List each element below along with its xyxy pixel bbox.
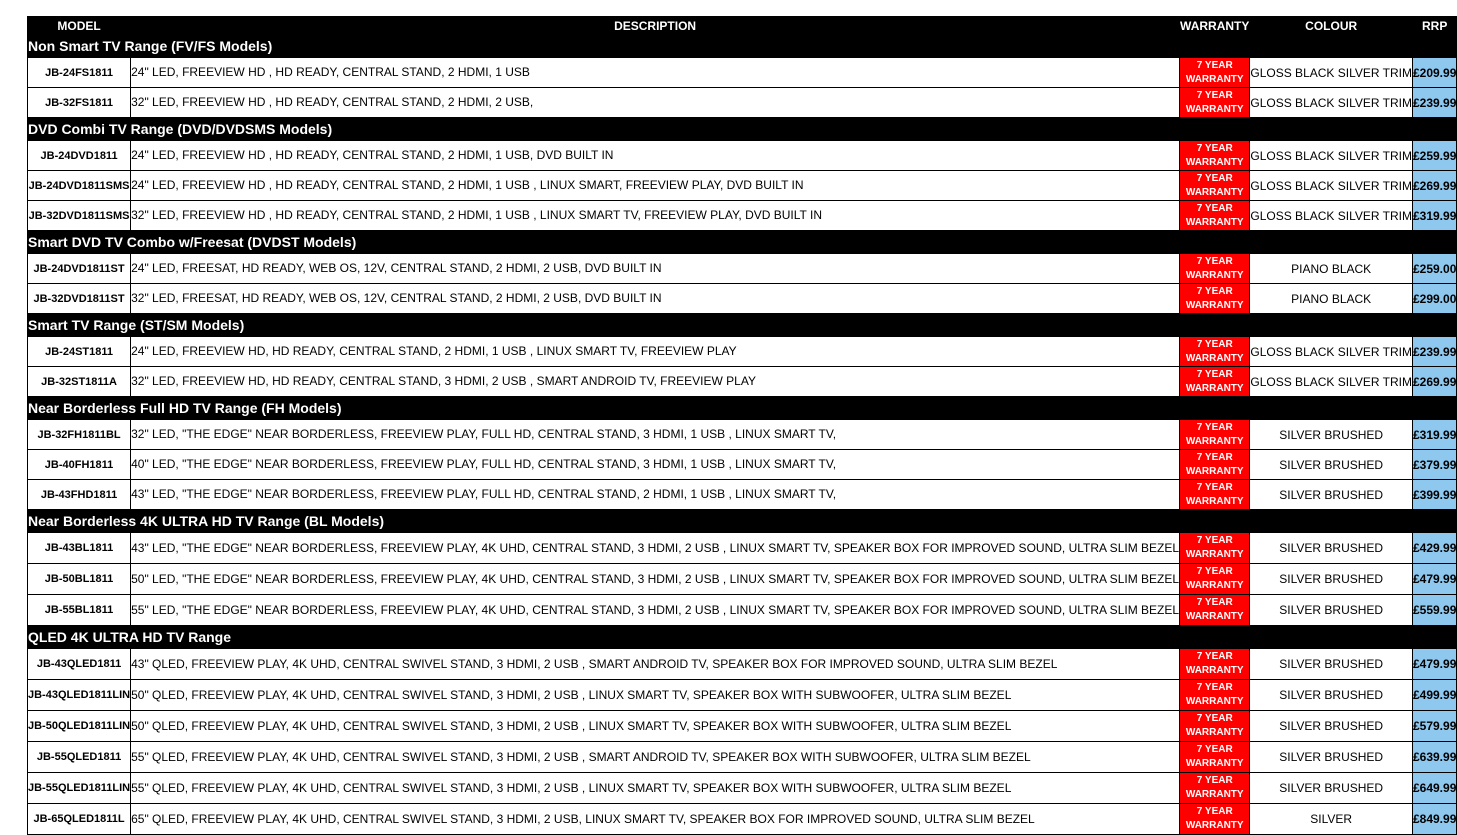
model-cell[interactable]: JB-24DVD1811ST [28, 254, 131, 284]
model-cell[interactable]: JB-32DVD1811SMS [28, 201, 131, 231]
model-cell[interactable]: JB-32FH1811BL [28, 420, 131, 450]
section-row [28, 626, 1457, 649]
column-header-rrp[interactable]: RRP [1412, 17, 1456, 35]
description-cell[interactable]: 55" LED, "THE EDGE" NEAR BORDERLESS, FREEVIEW PLAY, 4K UHD, CENTRAL STAND, 3 HDMI, 2 USB , LINUX SMART TV, SPEAKER BOX FOR IMPROVED SOUND, ULTRA SLIM BEZEL [131, 595, 1180, 626]
warranty-badge-line2: WARRANTY [1185, 665, 1244, 676]
warranty-badge[interactable] [1180, 564, 1250, 595]
description-cell[interactable]: 55" QLED, FREEVIEW PLAY, 4K UHD, CENTRAL SWIVEL STAND, 3 HDMI, 2 USB , LINUX SMART TV, SPEAKER BOX WITH SUBWOOFER, ULTRA SLIM BEZEL [131, 773, 1180, 804]
description-cell[interactable]: 24" LED, FREESAT, HD READY, WEB OS, 12V, CENTRAL STAND, 2 HDMI, 2 USB, DVD BUILT IN [131, 254, 1180, 284]
warranty-badge[interactable] [1180, 88, 1250, 118]
warranty-badge-line1: 7 YEAR [1196, 202, 1233, 214]
section-title[interactable]: QLED 4K ULTRA HD TV Range [28, 626, 1457, 649]
warranty-badge[interactable] [1180, 141, 1250, 171]
model-cell[interactable]: JB-50BL1811 [28, 564, 131, 595]
product-row [28, 533, 1457, 564]
model-cell[interactable]: JB-65QLED1811L [28, 804, 131, 835]
warranty-badge-line1: 7 YEAR [1196, 535, 1233, 546]
warranty-badge-line1: 7 YEAR [1196, 368, 1233, 380]
warranty-badge-line2: WARRANTY [1185, 269, 1244, 281]
product-row [28, 804, 1457, 835]
rrp-cell[interactable]: £319.99 [1412, 201, 1456, 231]
rrp-cell[interactable]: £299.00 [1412, 284, 1456, 314]
colour-cell[interactable]: GLOSS BLACK SILVER TRIM [1250, 58, 1413, 88]
rrp-cell[interactable]: £559.99 [1412, 595, 1456, 626]
rrp-cell[interactable]: £239.99 [1412, 88, 1456, 118]
product-row [28, 254, 1457, 284]
warranty-badge[interactable] [1180, 804, 1250, 835]
model-cell[interactable]: JB-24FS1811 [28, 58, 131, 88]
warranty-badge-line1: 7 YEAR [1196, 338, 1233, 350]
warranty-badge[interactable] [1180, 742, 1250, 773]
colour-cell[interactable]: SILVER BRUSHED [1250, 595, 1413, 626]
colour-cell[interactable]: GLOSS BLACK SILVER TRIM [1250, 367, 1413, 397]
rrp-cell[interactable]: £239.99 [1412, 337, 1456, 367]
description-cell[interactable]: 43" LED, "THE EDGE" NEAR BORDERLESS, FREEVIEW PLAY, 4K UHD, CENTRAL STAND, 3 HDMI, 2 USB , LINUX SMART TV, SPEAKER BOX FOR IMPROVED SOUND, ULTRA SLIM BEZEL [131, 533, 1180, 564]
colour-cell[interactable]: PIANO BLACK [1250, 254, 1413, 284]
model-cell[interactable]: JB-55BL1811 [28, 595, 131, 626]
warranty-badge[interactable] [1180, 533, 1250, 564]
colour-cell[interactable]: SILVER BRUSHED [1250, 680, 1413, 711]
product-row [28, 711, 1457, 742]
warranty-badge-line2: WARRANTY [1185, 299, 1244, 311]
warranty-badge-line1: 7 YEAR [1196, 172, 1233, 184]
colour-cell[interactable]: SILVER BRUSHED [1250, 480, 1413, 510]
model-cell[interactable]: JB-32FS1811 [28, 88, 131, 118]
product-row [28, 141, 1457, 171]
warranty-badge-line1: 7 YEAR [1196, 481, 1233, 493]
warranty-badge-line2: WARRANTY [1185, 820, 1244, 831]
rrp-cell[interactable]: £639.99 [1412, 742, 1456, 773]
section-row [28, 510, 1457, 533]
warranty-badge[interactable] [1180, 649, 1250, 680]
model-cell[interactable]: JB-32DVD1811ST [28, 284, 131, 314]
product-row [28, 420, 1457, 450]
colour-cell[interactable]: SILVER BRUSHED [1250, 711, 1413, 742]
rrp-cell[interactable]: £429.99 [1412, 533, 1456, 564]
rrp-cell[interactable]: £579.99 [1412, 711, 1456, 742]
warranty-badge-line2: WARRANTY [1185, 186, 1244, 198]
warranty-badge-line2: WARRANTY [1185, 156, 1244, 168]
colour-cell[interactable]: SILVER BRUSHED [1250, 564, 1413, 595]
section-row [28, 397, 1457, 420]
column-header-model[interactable]: MODEL [28, 17, 131, 35]
rrp-cell[interactable]: £479.99 [1412, 564, 1456, 595]
description-cell[interactable]: 65" QLED, FREEVIEW PLAY, 4K UHD, CENTRAL SWIVEL STAND, 3 HDMI, 2 USB, LINUX SMART TV, SPEAKER BOX FOR IMPROVED SOUND, ULTRA SLIM BEZEL [131, 804, 1180, 835]
description-cell[interactable]: 32" LED, FREEVIEW HD , HD READY, CENTRAL STAND, 2 HDMI, 2 USB, [131, 88, 1180, 118]
model-cell[interactable]: JB-50QLED1811LIN [28, 711, 131, 742]
rrp-cell[interactable]: £379.99 [1412, 450, 1456, 480]
warranty-badge-line2: WARRANTY [1185, 696, 1244, 707]
warranty-badge-line2: WARRANTY [1185, 216, 1244, 228]
warranty-badge[interactable] [1180, 201, 1250, 231]
section-title[interactable]: Near Borderless 4K ULTRA HD TV Range (BL Models) [28, 510, 1457, 533]
product-row [28, 337, 1457, 367]
warranty-badge-line2: WARRANTY [1185, 580, 1244, 591]
description-cell[interactable]: 24" LED, FREEVIEW HD , HD READY, CENTRAL STAND, 2 HDMI, 1 USB [131, 58, 1180, 88]
warranty-badge-line2: WARRANTY [1185, 435, 1244, 447]
rrp-cell[interactable]: £319.99 [1412, 420, 1456, 450]
warranty-badge-line1: 7 YEAR [1196, 775, 1233, 786]
colour-cell[interactable]: SILVER BRUSHED [1250, 420, 1413, 450]
warranty-badge-line1: 7 YEAR [1196, 651, 1233, 662]
column-header-description[interactable]: DESCRIPTION [131, 17, 1180, 35]
section-title[interactable]: Smart DVD TV Combo w/Freesat (DVDST Models) [28, 231, 1457, 254]
colour-cell[interactable]: SILVER BRUSHED [1250, 450, 1413, 480]
warranty-badge-line2: WARRANTY [1185, 352, 1244, 364]
warranty-badge-line2: WARRANTY [1185, 789, 1244, 800]
warranty-badge[interactable] [1180, 284, 1250, 314]
product-row [28, 742, 1457, 773]
colour-cell[interactable]: GLOSS BLACK SILVER TRIM [1250, 337, 1413, 367]
rrp-cell[interactable]: £649.99 [1412, 773, 1456, 804]
warranty-badge[interactable] [1180, 58, 1250, 88]
warranty-badge[interactable] [1180, 254, 1250, 284]
section-row [28, 35, 1457, 58]
warranty-badge[interactable] [1180, 450, 1250, 480]
rrp-cell[interactable]: £479.99 [1412, 649, 1456, 680]
warranty-badge-line2: WARRANTY [1185, 611, 1244, 622]
description-cell[interactable]: 32" LED, FREEVIEW HD, HD READY, CENTRAL STAND, 3 HDMI, 2 USB , SMART ANDROID TV, FREEVIEW PLAY [131, 367, 1180, 397]
description-cell[interactable]: 32" LED, FREEVIEW HD , HD READY, CENTRAL STAND, 2 HDMI, 1 USB , LINUX SMART TV, FREEVIEW PLAY, DVD BUILT IN [131, 201, 1180, 231]
product-row [28, 58, 1457, 88]
product-row [28, 367, 1457, 397]
model-cell[interactable]: JB-43FHD1811 [28, 480, 131, 510]
description-cell[interactable]: 24" LED, FREEVIEW HD , HD READY, CENTRAL STAND, 2 HDMI, 1 USB , LINUX SMART, FREEVIEW PLAY, DVD BUILT IN [131, 171, 1180, 201]
description-cell[interactable]: 50" LED, "THE EDGE" NEAR BORDERLESS, FREEVIEW PLAY, 4K UHD, CENTRAL STAND, 3 HDMI, 2 USB , LINUX SMART TV, SPEAKER BOX FOR IMPROVED SOUND, ULTRA SLIM BEZEL [131, 564, 1180, 595]
warranty-badge-line2: WARRANTY [1185, 758, 1244, 769]
warranty-badge[interactable] [1180, 480, 1250, 510]
section-row [28, 231, 1457, 254]
product-row [28, 480, 1457, 510]
warranty-badge-line2: WARRANTY [1185, 495, 1244, 507]
rrp-cell[interactable]: £269.99 [1412, 367, 1456, 397]
warranty-badge-line1: 7 YEAR [1196, 597, 1233, 608]
warranty-badge[interactable] [1180, 171, 1250, 201]
warranty-badge[interactable] [1180, 420, 1250, 450]
warranty-badge[interactable] [1180, 680, 1250, 711]
warranty-badge-line1: 7 YEAR [1196, 806, 1233, 817]
column-header-warranty[interactable]: WARRANTY [1180, 18, 1250, 33]
description-cell[interactable]: 24" LED, FREEVIEW HD, HD READY, CENTRAL STAND, 2 HDMI, 1 USB , LINUX SMART TV, FREEVIEW PLAY [131, 337, 1180, 367]
warranty-badge-line1: 7 YEAR [1196, 285, 1233, 297]
rrp-cell[interactable]: £399.99 [1412, 480, 1456, 510]
warranty-badge-line2: WARRANTY [1185, 103, 1244, 115]
warranty-badge-line2: WARRANTY [1185, 73, 1244, 85]
description-cell[interactable]: 43" LED, "THE EDGE" NEAR BORDERLESS, FREEVIEW PLAY, FULL HD, CENTRAL STAND, 2 HDMI, 1 USB , LINUX SMART TV, [131, 480, 1180, 510]
warranty-badge-line2: WARRANTY [1185, 727, 1244, 738]
warranty-badge-line2: WARRANTY [1185, 549, 1244, 560]
warranty-badge[interactable] [1180, 711, 1250, 742]
description-cell[interactable]: 43" QLED, FREEVIEW PLAY, 4K UHD, CENTRAL SWIVEL STAND, 3 HDMI, 2 USB , SMART ANDROID TV, SPEAKER BOX FOR IMPROVED SOUND, ULTRA SLIM BEZEL [131, 649, 1180, 680]
product-row [28, 88, 1457, 118]
rrp-cell[interactable]: £259.00 [1412, 254, 1456, 284]
section-title[interactable]: Smart TV Range (ST/SM Models) [28, 314, 1457, 337]
section-title[interactable]: DVD Combi TV Range (DVD/DVDSMS Models) [28, 118, 1457, 141]
model-cell[interactable]: JB-32ST1811A [28, 367, 131, 397]
colour-cell[interactable]: GLOSS BLACK SILVER TRIM [1250, 141, 1413, 171]
model-cell[interactable]: JB-40FH1811 [28, 450, 131, 480]
colour-cell[interactable]: SILVER BRUSHED [1250, 533, 1413, 564]
description-cell[interactable]: 32" LED, FREESAT, HD READY, WEB OS, 12V, CENTRAL STAND, 2 HDMI, 2 USB, DVD BUILT IN [131, 284, 1180, 314]
product-row [28, 773, 1457, 804]
colour-cell[interactable]: SILVER [1250, 804, 1413, 835]
model-cell[interactable]: JB-43BL1811 [28, 533, 131, 564]
price-list-table [27, 16, 1457, 835]
model-cell[interactable]: JB-24DVD1811 [28, 141, 131, 171]
description-cell[interactable]: 32" LED, "THE EDGE" NEAR BORDERLESS, FREEVIEW PLAY, FULL HD, CENTRAL STAND, 3 HDMI, 1 USB , LINUX SMART TV, [131, 420, 1180, 450]
colour-cell[interactable]: SILVER BRUSHED [1250, 649, 1413, 680]
section-title[interactable]: Near Borderless Full HD TV Range (FH Models) [28, 397, 1457, 420]
warranty-badge-line1: 7 YEAR [1196, 89, 1233, 101]
section-row [28, 314, 1457, 337]
colour-cell[interactable]: SILVER BRUSHED [1250, 742, 1413, 773]
warranty-badge-line1: 7 YEAR [1196, 713, 1233, 724]
warranty-badge-line1: 7 YEAR [1196, 451, 1233, 463]
model-cell[interactable]: JB-43QLED1811 [28, 649, 131, 680]
description-cell[interactable]: 50" QLED, FREEVIEW PLAY, 4K UHD, CENTRAL SWIVEL STAND, 3 HDMI, 2 USB , LINUX SMART TV, SPEAKER BOX WITH SUBWOOFER, ULTRA SLIM BEZEL [131, 680, 1180, 711]
section-title[interactable]: Non Smart TV Range (FV/FS Models) [28, 35, 1457, 58]
model-cell[interactable]: JB-24DVD1811SMS [28, 171, 131, 201]
description-cell[interactable]: 40" LED, "THE EDGE" NEAR BORDERLESS, FREEVIEW PLAY, FULL HD, CENTRAL STAND, 3 HDMI, 1 USB , LINUX SMART TV, [131, 450, 1180, 480]
product-row [28, 171, 1457, 201]
rrp-cell[interactable]: £259.99 [1412, 141, 1456, 171]
header-row [28, 17, 1457, 35]
product-row [28, 201, 1457, 231]
colour-cell[interactable]: SILVER BRUSHED [1250, 773, 1413, 804]
product-row [28, 649, 1457, 680]
warranty-badge[interactable] [1180, 337, 1250, 367]
warranty-badge-line1: 7 YEAR [1196, 59, 1233, 71]
product-row [28, 564, 1457, 595]
warranty-badge-line1: 7 YEAR [1196, 682, 1233, 693]
product-row [28, 595, 1457, 626]
warranty-badge-line1: 7 YEAR [1196, 566, 1233, 577]
description-cell[interactable]: 24" LED, FREEVIEW HD , HD READY, CENTRAL STAND, 2 HDMI, 1 USB, DVD BUILT IN [131, 141, 1180, 171]
warranty-badge[interactable] [1180, 367, 1250, 397]
product-row [28, 680, 1457, 711]
colour-cell[interactable]: GLOSS BLACK SILVER TRIM [1250, 201, 1413, 231]
warranty-badge-line1: 7 YEAR [1196, 255, 1233, 267]
colour-cell[interactable]: GLOSS BLACK SILVER TRIM [1250, 171, 1413, 201]
colour-cell[interactable]: GLOSS BLACK SILVER TRIM [1250, 88, 1413, 118]
description-cell[interactable]: 55" QLED, FREEVIEW PLAY, 4K UHD, CENTRAL SWIVEL STAND, 3 HDMI, 2 USB , SMART ANDROID TV, SPEAKER BOX WITH SUBWOOFER, ULTRA SLIM BEZEL [131, 742, 1180, 773]
section-row [28, 118, 1457, 141]
model-cell[interactable]: JB-43QLED1811LIN [28, 680, 131, 711]
warranty-badge-line2: WARRANTY [1185, 382, 1244, 394]
colour-cell[interactable]: PIANO BLACK [1250, 284, 1413, 314]
warranty-badge[interactable] [1180, 595, 1250, 626]
rrp-cell[interactable]: £499.99 [1412, 680, 1456, 711]
table-body [28, 35, 1457, 835]
rrp-cell[interactable]: £209.99 [1412, 58, 1456, 88]
product-row [28, 284, 1457, 314]
model-cell[interactable]: JB-55QLED1811 [28, 742, 131, 773]
warranty-badge-line2: WARRANTY [1185, 465, 1244, 477]
warranty-badge-line1: 7 YEAR [1196, 142, 1233, 154]
description-cell[interactable]: 50" QLED, FREEVIEW PLAY, 4K UHD, CENTRAL SWIVEL STAND, 3 HDMI, 2 USB , LINUX SMART TV, SPEAKER BOX WITH SUBWOOFER, ULTRA SLIM BEZEL [131, 711, 1180, 742]
warranty-badge[interactable] [1180, 773, 1250, 804]
column-header-colour[interactable]: COLOUR [1250, 17, 1413, 35]
product-row [28, 450, 1457, 480]
rrp-cell[interactable]: £849.99 [1412, 804, 1456, 835]
warranty-badge-line1: 7 YEAR [1196, 421, 1233, 433]
model-cell[interactable]: JB-55QLED1811LIN [28, 773, 131, 804]
rrp-cell[interactable]: £269.99 [1412, 171, 1456, 201]
model-cell[interactable]: JB-24ST1811 [28, 337, 131, 367]
warranty-badge-line1: 7 YEAR [1196, 744, 1233, 755]
